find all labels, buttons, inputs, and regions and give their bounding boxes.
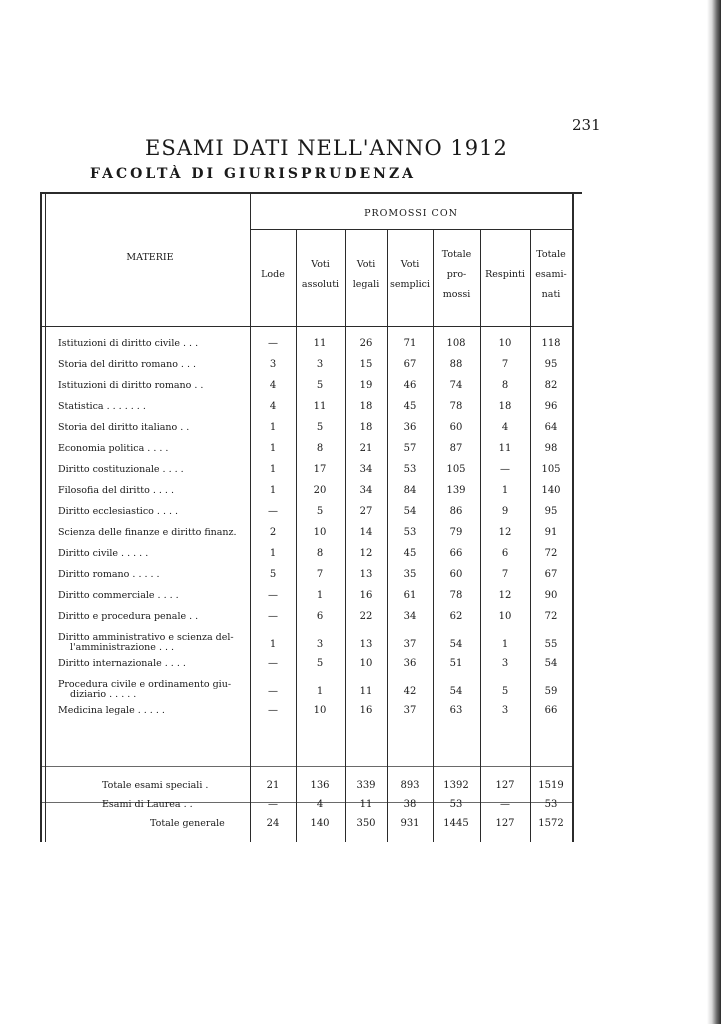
row-subject: Diritto ecclesiastico . . . . [58,506,179,517]
totals-cell: 1445 [443,818,469,829]
table-cell: 87 [449,443,463,454]
header-respinti: Respinti [485,269,525,280]
table-cell: 7 [316,569,324,580]
table-cell: 3 [269,359,277,370]
table-left-rule [40,192,42,842]
table-cell: 45 [403,401,417,412]
table-cell: 22 [359,611,373,622]
table-cell: 18 [498,401,512,412]
table-cell: 108 [446,338,466,349]
table-cell: 6 [316,611,324,622]
table-cell: 4 [269,401,277,412]
header-bottom-rule [42,326,572,327]
table-cell: 34 [403,611,417,622]
totals-cell: 38 [403,799,417,810]
table-cell: 12 [498,590,512,601]
table-left-rule-inner [45,192,46,842]
totals-cell: 127 [495,818,515,829]
table-right-rule [572,192,574,842]
header-promossi-con: PROMOSSI CON [364,208,458,219]
totals-cell: 53 [544,799,558,810]
row-subject: Statistica . . . . . . . [58,401,146,412]
table-cell: 1 [316,590,324,601]
table-cell: 36 [403,658,417,669]
table-cell: 98 [544,443,558,454]
table-cell: — [268,705,278,716]
table-cell: 67 [403,359,417,370]
table-cell: 34 [359,485,373,496]
totals-cell: 140 [310,818,330,829]
table-cell: 14 [359,527,373,538]
row-subject: Procedura civile e ordinamento giu- [58,679,232,690]
table-cell: 3 [316,639,324,650]
row-subject: Diritto e procedura penale . . [58,611,199,622]
table-cell: 20 [313,485,327,496]
table-cell: 3 [501,658,509,669]
table-cell: 10 [313,705,327,716]
table-cell: 7 [501,359,509,370]
totals-label: Totale esami speciali . [102,780,209,791]
table-cell: 59 [544,686,558,697]
totals-cell: 11 [359,799,373,810]
table-cell: 4 [269,380,277,391]
table-cell: 105 [541,464,561,475]
row-subject: Istituzioni di diritto romano . . [58,380,204,391]
header-lode: Lode [261,269,285,280]
table-cell: 5 [316,422,324,433]
table-cell: 88 [449,359,463,370]
table-cell: 79 [449,527,463,538]
table-cell: 8 [316,548,324,559]
table-cell: 86 [449,506,463,517]
totals-cell: 21 [266,780,280,791]
table-cell: 17 [313,464,327,475]
totals-cell: 1572 [538,818,564,829]
table-cell: 1 [501,485,509,496]
totals-cell: 127 [495,780,515,791]
table-cell: 11 [359,686,373,697]
table-cell: 13 [359,639,373,650]
table-cell: 1 [269,443,277,454]
table-cell: 95 [544,506,558,517]
table-cell: 60 [449,569,463,580]
table-cell: 66 [544,705,558,716]
header-materie: MATERIE [126,252,174,263]
table-top-rule [40,192,582,194]
table-cell: 4 [501,422,509,433]
table-cell: 26 [359,338,373,349]
totals-cell: 893 [400,780,420,791]
row-subject: Diritto commerciale . . . . [58,590,179,601]
table-cell: 12 [498,527,512,538]
row-subject: Diritto romano . . . . . [58,569,160,580]
table-cell: 90 [544,590,558,601]
totals-cell: 136 [310,780,330,791]
table-cell: 2 [269,527,277,538]
table-cell: 3 [316,359,324,370]
table-cell: 61 [403,590,417,601]
row-subject: Diritto amministrativo e scienza del- [58,632,234,643]
table-cell: 37 [403,705,417,716]
totals-rule-1 [42,766,572,767]
table-cell: 105 [446,464,466,475]
row-subject: Filosofia del diritto . . . . [58,485,174,496]
table-cell: 67 [544,569,558,580]
header-totale-promossi: Totale pro- mossi [441,249,472,300]
row-subject: Diritto civile . . . . . [58,548,149,559]
table-cell: 57 [403,443,417,454]
table-cell: 5 [316,380,324,391]
row-subject: Diritto internazionale . . . . [58,658,186,669]
table-cell: 12 [359,548,373,559]
table-cell: 21 [359,443,373,454]
table-cell: 72 [544,548,558,559]
table-cell: 27 [359,506,373,517]
table-cell: 11 [498,443,512,454]
totals-cell: — [268,799,278,810]
table-cell: 72 [544,611,558,622]
table-cell: 78 [449,401,463,412]
table-cell: 10 [359,658,373,669]
table-cell: 118 [541,338,561,349]
totals-cell: 1392 [443,780,469,791]
row-subject: Istituzioni di diritto civile . . . [58,338,199,349]
table-cell: 5 [316,658,324,669]
table-cell: 1 [269,639,277,650]
row-subject: Diritto costituzionale . . . . [58,464,184,475]
table-cell: — [268,686,278,697]
row-subject: Storia del diritto romano . . . [58,359,197,370]
totals-label: Totale generale [150,818,225,829]
totals-cell: 4 [316,799,324,810]
table-cell: 5 [269,569,277,580]
row-subject: Economia politica . . . . [58,443,169,454]
table-cell: 1 [269,422,277,433]
row-subject: diziario . . . . . [70,689,137,700]
header-voti-semplici: Voti semplici [389,259,431,290]
table-cell: 140 [541,485,561,496]
table-cell: 53 [403,464,417,475]
table-cell: 15 [359,359,373,370]
table-cell: 19 [359,380,373,391]
header-voti-legali: Voti legali [352,259,380,290]
table-cell: 16 [359,705,373,716]
table-cell: 7 [501,569,509,580]
table-cell: 18 [359,401,373,412]
table-cell: — [268,658,278,669]
totals-cell: 1519 [538,780,564,791]
table-cell: 8 [501,380,509,391]
table-cell: 78 [449,590,463,601]
table-cell: 35 [403,569,417,580]
table-cell: 13 [359,569,373,580]
table-cell: 53 [403,527,417,538]
table-cell: 54 [449,639,463,650]
totals-cell: 931 [400,818,420,829]
table-cell: 96 [544,401,558,412]
table-cell: 55 [544,639,558,650]
table-cell: 6 [501,548,509,559]
table-cell: 74 [449,380,463,391]
header-totale-esaminati: Totale esami- nati [535,249,567,300]
col-rule [250,192,251,842]
table-cell: 1 [269,485,277,496]
col-rule [296,230,297,842]
table-cell: 82 [544,380,558,391]
table-cell: — [268,590,278,601]
table-cell: 54 [544,658,558,669]
table-cell: 1 [316,686,324,697]
table-cell: 1 [269,464,277,475]
page-edge [707,0,721,1024]
table-cell: 84 [403,485,417,496]
table-cell: 54 [403,506,417,517]
row-subject: Storia del diritto italiano . . [58,422,190,433]
table-cell: 64 [544,422,558,433]
totals-cell: — [500,799,510,810]
table-cell: 139 [446,485,466,496]
table-cell: 66 [449,548,463,559]
table-cell: 1 [269,548,277,559]
table-cell: 54 [449,686,463,697]
table-cell: — [268,338,278,349]
table-cell: 10 [313,527,327,538]
table-cell: 8 [316,443,324,454]
table-cell: 5 [501,686,509,697]
row-subject: l'amministrazione . . . [70,642,175,653]
row-subject: Medicina legale . . . . . [58,705,165,716]
totals-cell: 53 [449,799,463,810]
table-cell: 62 [449,611,463,622]
col-rule [480,230,481,842]
table-cell: 60 [449,422,463,433]
promossi-rule [250,229,572,230]
page-subtitle: FACOLTÀ DI GIURISPRUDENZA [90,166,417,182]
page-number: 231 [572,116,601,134]
table-cell: 95 [544,359,558,370]
table-cell: 5 [316,506,324,517]
totals-cell: 350 [356,818,376,829]
table-cell: 42 [403,686,417,697]
table-cell: 51 [449,658,463,669]
table-cell: 45 [403,548,417,559]
table-cell: 36 [403,422,417,433]
row-subject: Scienza delle finanze e diritto finanz. [58,527,237,538]
totals-label: Esami di Laurea . . [102,799,193,810]
table-cell: 71 [403,338,417,349]
table-cell: 34 [359,464,373,475]
page-title: ESAMI DATI NELL'ANNO 1912 [145,136,508,160]
table-cell: — [268,506,278,517]
table-cell: 11 [313,401,327,412]
table-cell: 46 [403,380,417,391]
table-cell: 3 [501,705,509,716]
table-cell: — [500,464,510,475]
table-cell: 10 [498,338,512,349]
table-cell: — [268,611,278,622]
table-cell: 18 [359,422,373,433]
table-cell: 16 [359,590,373,601]
table-cell: 1 [501,639,509,650]
header-voti-assoluti: Voti assoluti [301,259,340,290]
table-cell: 37 [403,639,417,650]
table-cell: 11 [313,338,327,349]
exam-table [40,192,582,842]
table-cell: 91 [544,527,558,538]
table-cell: 10 [498,611,512,622]
totals-cell: 339 [356,780,376,791]
table-cell: 63 [449,705,463,716]
table-cell: 9 [501,506,509,517]
totals-cell: 24 [266,818,280,829]
